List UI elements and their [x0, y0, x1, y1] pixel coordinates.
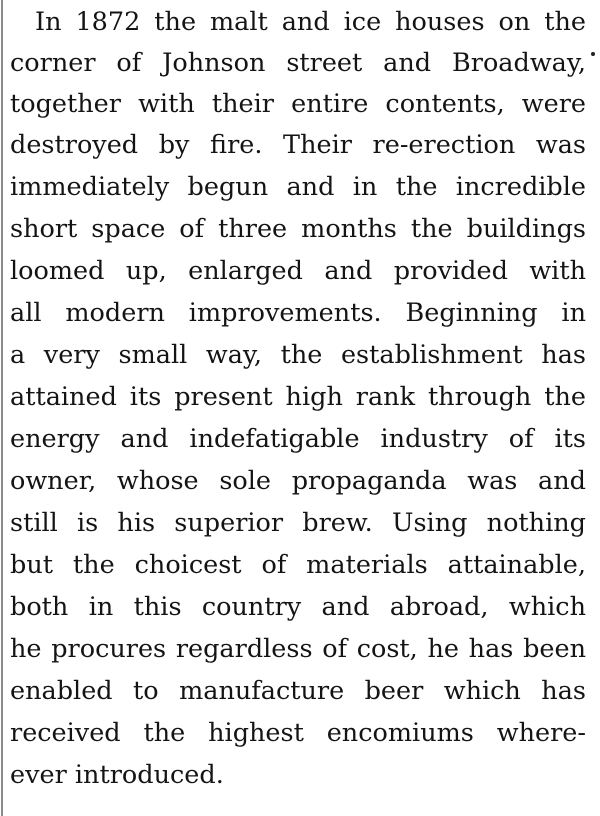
text-line: immediately begun and in the incredible [10, 172, 586, 202]
page-edge-rule [1, 0, 3, 816]
text-line: short space of three months the buildings [10, 214, 586, 244]
text-line: owner, whose sole propaganda was and [10, 466, 586, 496]
text-line: loomed up, enlarged and provided with [10, 256, 586, 286]
text-line: corner of Johnson street and Broadway, [10, 48, 586, 78]
text-line: received the highest encomiums where- [10, 718, 586, 748]
text-line: still is his superior brew. Using nothing [10, 508, 586, 538]
text-line: enabled to manufacture beer which has [10, 676, 586, 706]
text-line: ever introduced. [10, 760, 224, 790]
text-line: together with their entire contents, were [10, 89, 586, 119]
ink-speck [591, 52, 595, 56]
text-line: he procures regardless of cost, he has been [10, 634, 586, 664]
text-line: but the choicest of materials attainable, [10, 550, 586, 580]
text-line: both in this country and abroad, which [10, 592, 586, 622]
text-line: attained its present high rank through the [10, 382, 586, 412]
text-line: a very small way, the establishment has [10, 340, 586, 370]
text-line: energy and indefatigable industry of its [10, 424, 586, 454]
text-line: In 1872 the malt and ice houses on the [35, 7, 586, 37]
text-line: all modern improvements. Beginning in [10, 298, 586, 328]
text-line: destroyed by fire. Their re-erection was [10, 130, 586, 160]
